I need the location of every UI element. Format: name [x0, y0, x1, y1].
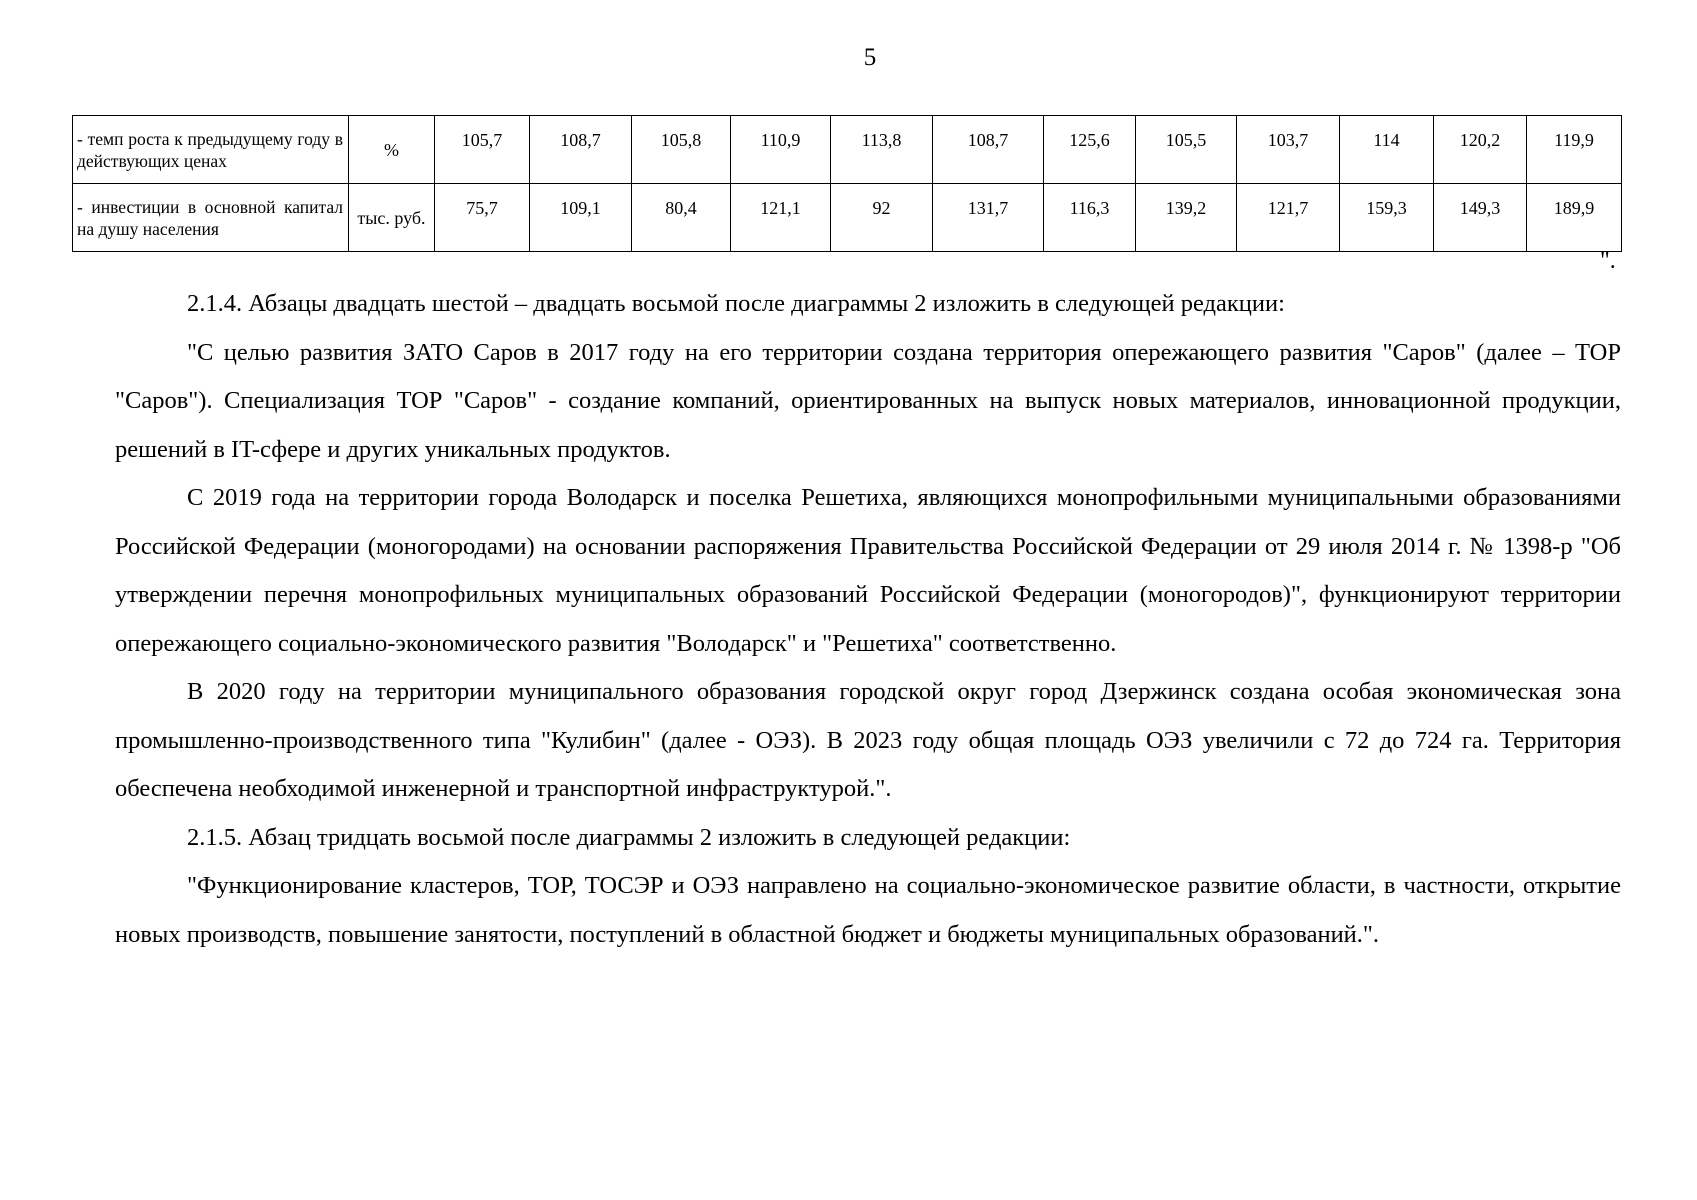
table-cell: 119,9	[1527, 116, 1622, 184]
document-body	[115, 280, 1621, 959]
table-cell: 120,2	[1434, 116, 1527, 184]
table-cell: 139,2	[1136, 184, 1237, 252]
paragraph-2-1-5: 2.1.5. Абзац тридцать восьмой после диаграммы 2 изложить в следующей редакции:	[187, 823, 1071, 851]
paragraph-oez-kulibin: В 2020 году на территории муниципального образования городской округ город Дзержинск создана особая экономическая зона промышленно-производственного типа "Кулибин" (далее - ОЭЗ). В 2023 году общая площадь ОЭЗ увеличили с 72 до 724 га. Территория обеспечена необходимой инженерной и транспортной инфраструктурой.".	[115, 678, 1621, 802]
table-cell: 116,3	[1044, 184, 1136, 252]
table-cell: 125,6	[1044, 116, 1136, 184]
table-cell: 121,7	[1237, 184, 1340, 252]
paragraph-clusters: "Функционирование кластеров, ТОР, ТОСЭР и ОЭЗ направлено на социально-экономическое развитие области, в частности, открытие новых производств, повышение занятости, поступлений в областной бюджет и бюджеты муниципальных образований.".	[115, 872, 1621, 948]
paragraph-2-1-4: 2.1.4. Абзацы двадцать шестой – двадцать восьмой после диаграммы 2 изложить в следующей редакции:	[187, 290, 1285, 317]
table-cell: 108,7	[530, 116, 632, 184]
table-cell: 109,1	[530, 184, 632, 252]
page-number: 5	[863, 44, 877, 71]
row-unit: %	[349, 116, 435, 184]
table-cell: 103,7	[1237, 116, 1340, 184]
table-row	[73, 184, 1622, 252]
table-cell: 105,8	[632, 116, 731, 184]
table-cell: 121,1	[731, 184, 831, 252]
row-label: - темп роста к предыдущему году в действующих ценах	[73, 116, 349, 184]
table-cell: 114	[1340, 116, 1434, 184]
table-cell: 108,7	[933, 116, 1044, 184]
paragraph-tosed-volodarsk: С 2019 года на территории города Володарск и поселка Решетиха, являющихся монопрофильными муниципальными образованиями Российской Федерации (моногородами) на основании распоряжения Правительства Российской Федерации от 29 июля 2014 г. № 1398-р "Об утверждении перечня монопрофильных муниципальных образований Российской Федерации (моногородов)", функционируют территории опережающего социально-экономического развития "Володарск" и "Решетиха" соответственно.	[115, 484, 1621, 657]
table-cell: 113,8	[831, 116, 933, 184]
table-row	[73, 116, 1622, 184]
table-cell: 80,4	[632, 184, 731, 252]
table-cell: 159,3	[1340, 184, 1434, 252]
indicator-table	[72, 115, 1622, 252]
table-cell: 92	[831, 184, 933, 252]
paragraph-tor-sarov: "С целью развития ЗАТО Саров в 2017 году на его территории создана территория опережающего развития "Саров" (далее – ТОР "Саров"). Специализация ТОР "Саров" - создание компаний, ориентированных на выпуск новых материалов, инновационной продукции, решений в IT-сфере и других уникальных продуктов.	[115, 338, 1621, 463]
row-unit: тыс. руб.	[349, 184, 435, 252]
table-cell: 149,3	[1434, 184, 1527, 252]
table-cell: 131,7	[933, 184, 1044, 252]
table-cell: 105,5	[1136, 116, 1237, 184]
table-cell: 189,9	[1527, 184, 1622, 252]
table-cell: 75,7	[435, 184, 530, 252]
table-closing-quote: ".	[1600, 248, 1616, 274]
table-cell: 110,9	[731, 116, 831, 184]
table-cell: 105,7	[435, 116, 530, 184]
row-label: - инвестиции в основной капитал на душу населения	[73, 184, 349, 252]
